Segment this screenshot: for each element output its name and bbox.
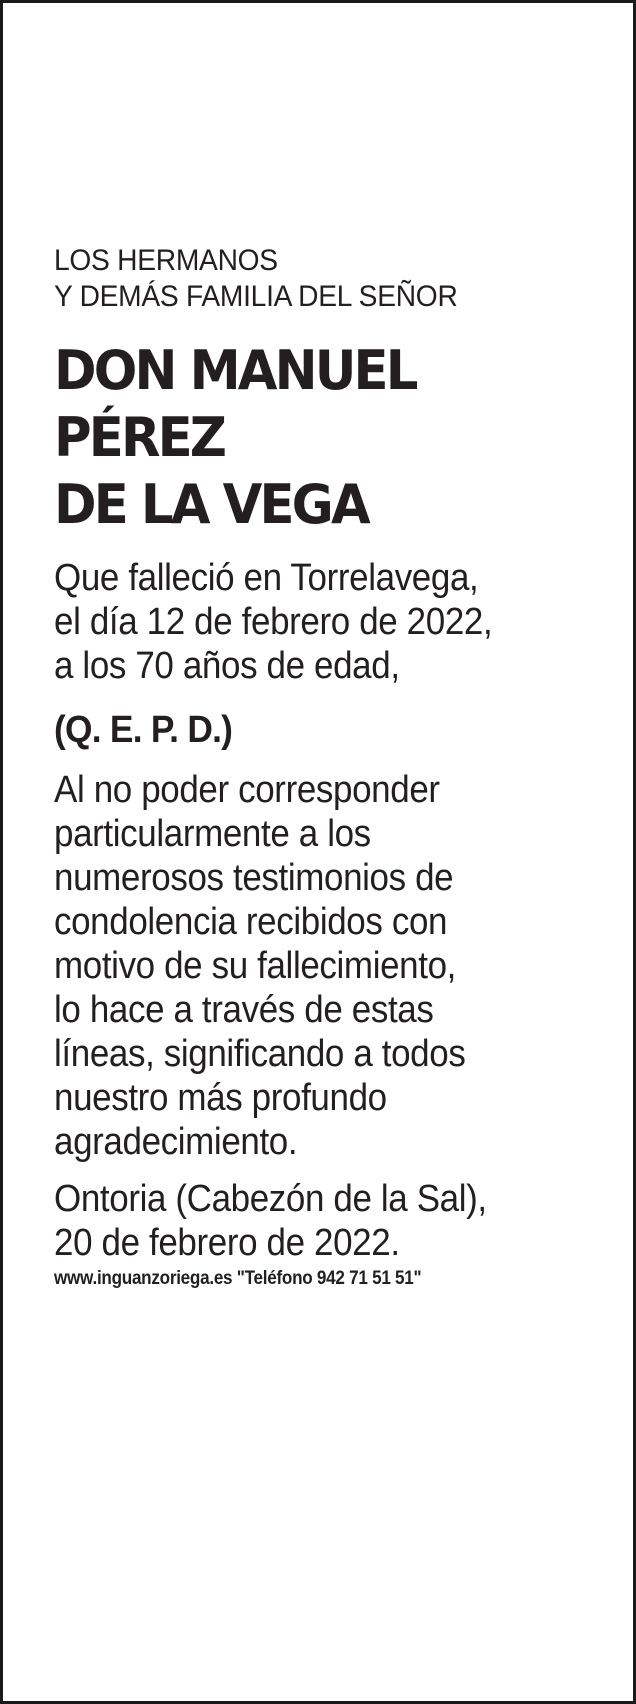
- name-line: DON MANUEL: [54, 339, 416, 402]
- place-date-line: Ontoria (Cabezón de la Sal),: [54, 1178, 487, 1220]
- death-line: a los 70 años de edad,: [54, 645, 400, 687]
- thanks-line: numerosos testimonios de: [54, 857, 454, 899]
- thanks-paragraph: [54, 768, 578, 1164]
- thanks-line: condolencia recibidos con: [54, 901, 448, 943]
- place-and-date: [54, 1177, 578, 1265]
- place-date-line: 20 de febrero de 2022.: [54, 1222, 400, 1264]
- name-line: DE LA VEGA: [54, 473, 368, 536]
- death-line: el día 12 de febrero de 2022,: [54, 601, 493, 643]
- notice-content: [54, 243, 624, 1291]
- thanks-line: lo hace a través de estas: [54, 989, 434, 1031]
- qepd-label: (Q. E. P. D.): [54, 709, 233, 751]
- thanks-line: agradecimiento.: [54, 1121, 298, 1163]
- thanks-line: nuestro más profundo: [54, 1077, 387, 1119]
- thanks-line: líneas, significando a todos: [54, 1033, 466, 1075]
- thanks-line: motivo de su fallecimiento,: [54, 945, 457, 987]
- intro-line: Y DEMÁS FAMILIA DEL SEÑOR: [54, 280, 458, 313]
- name-line: PÉREZ: [54, 406, 225, 469]
- death-details: [54, 556, 578, 688]
- notice-intro: [54, 243, 590, 315]
- deceased-name: [54, 337, 596, 538]
- thanks-line: Al no poder corresponder: [54, 769, 440, 811]
- intro-line: LOS HERMANOS: [54, 244, 278, 277]
- thanks-line: particularmente a los: [54, 813, 371, 855]
- funeral-home-contact: www.inguanzoriega.es "Teléfono 942 71 51 51": [54, 1268, 422, 1289]
- death-line: Que falleció en Torrelavega,: [54, 557, 479, 599]
